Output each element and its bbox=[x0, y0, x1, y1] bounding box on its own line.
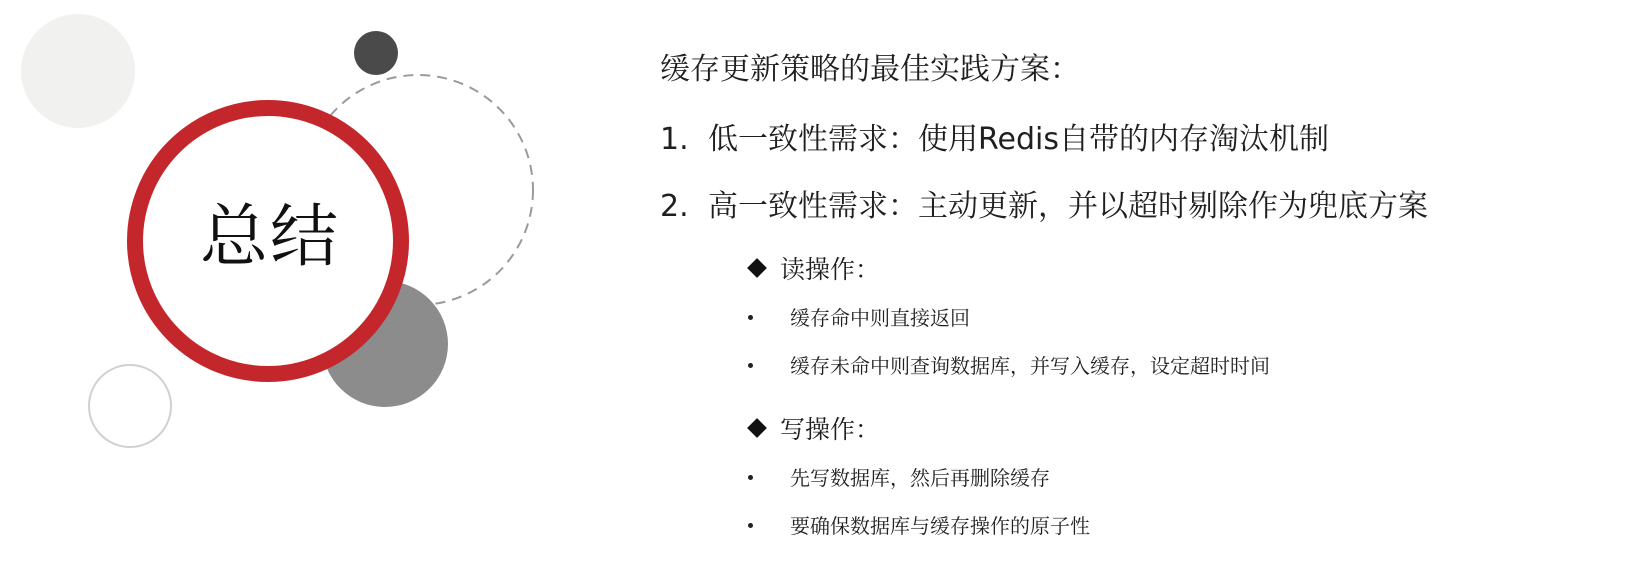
diamond-bullet-icon bbox=[747, 418, 767, 438]
list-item-text: 要确保数据库与缓存操作的原子性 bbox=[790, 514, 1090, 538]
list-item-text: 缓存命中则直接返回 bbox=[790, 306, 970, 330]
point-number: 2. bbox=[660, 189, 689, 224]
list-item-text: 先写数据库，然后再删除缓存 bbox=[790, 466, 1050, 490]
light-gray-circle bbox=[21, 14, 135, 128]
dark-small-circle bbox=[354, 31, 398, 75]
bullet-dot-icon bbox=[748, 315, 753, 320]
point-text: 高一致性需求：主动更新，并以超时剔除作为兜底方案 bbox=[708, 189, 1428, 224]
summary-content bbox=[660, 50, 1560, 550]
list-item bbox=[748, 454, 1090, 502]
point-high-consistency bbox=[660, 187, 1428, 227]
point-low-consistency bbox=[660, 120, 1329, 160]
list-item bbox=[748, 294, 1270, 342]
list-item-text: 缓存未命中则查询数据库，并写入缓存，设定超时时间 bbox=[790, 354, 1270, 378]
write-operation-list bbox=[748, 454, 1090, 550]
section-heading: 缓存更新策略的最佳实践方案： bbox=[660, 52, 1080, 87]
bullet-dot-icon bbox=[748, 523, 753, 528]
read-operation-title: 读操作： bbox=[780, 255, 881, 284]
list-item bbox=[748, 342, 1270, 390]
list-item bbox=[748, 502, 1090, 550]
point-number: 1. bbox=[660, 122, 689, 157]
bullet-dot-icon bbox=[748, 363, 753, 368]
bullet-dot-icon bbox=[748, 475, 753, 480]
write-operation-heading bbox=[750, 412, 880, 448]
diamond-bullet-icon bbox=[747, 258, 767, 278]
outline-small-circle bbox=[89, 365, 171, 447]
read-operation-list bbox=[748, 294, 1270, 390]
write-operation-title: 写操作： bbox=[780, 415, 881, 444]
read-operation-heading bbox=[750, 252, 880, 288]
slide-title: 总结 bbox=[199, 198, 340, 277]
point-text: 低一致性需求：使用Redis自带的内存淘汰机制 bbox=[708, 122, 1329, 157]
